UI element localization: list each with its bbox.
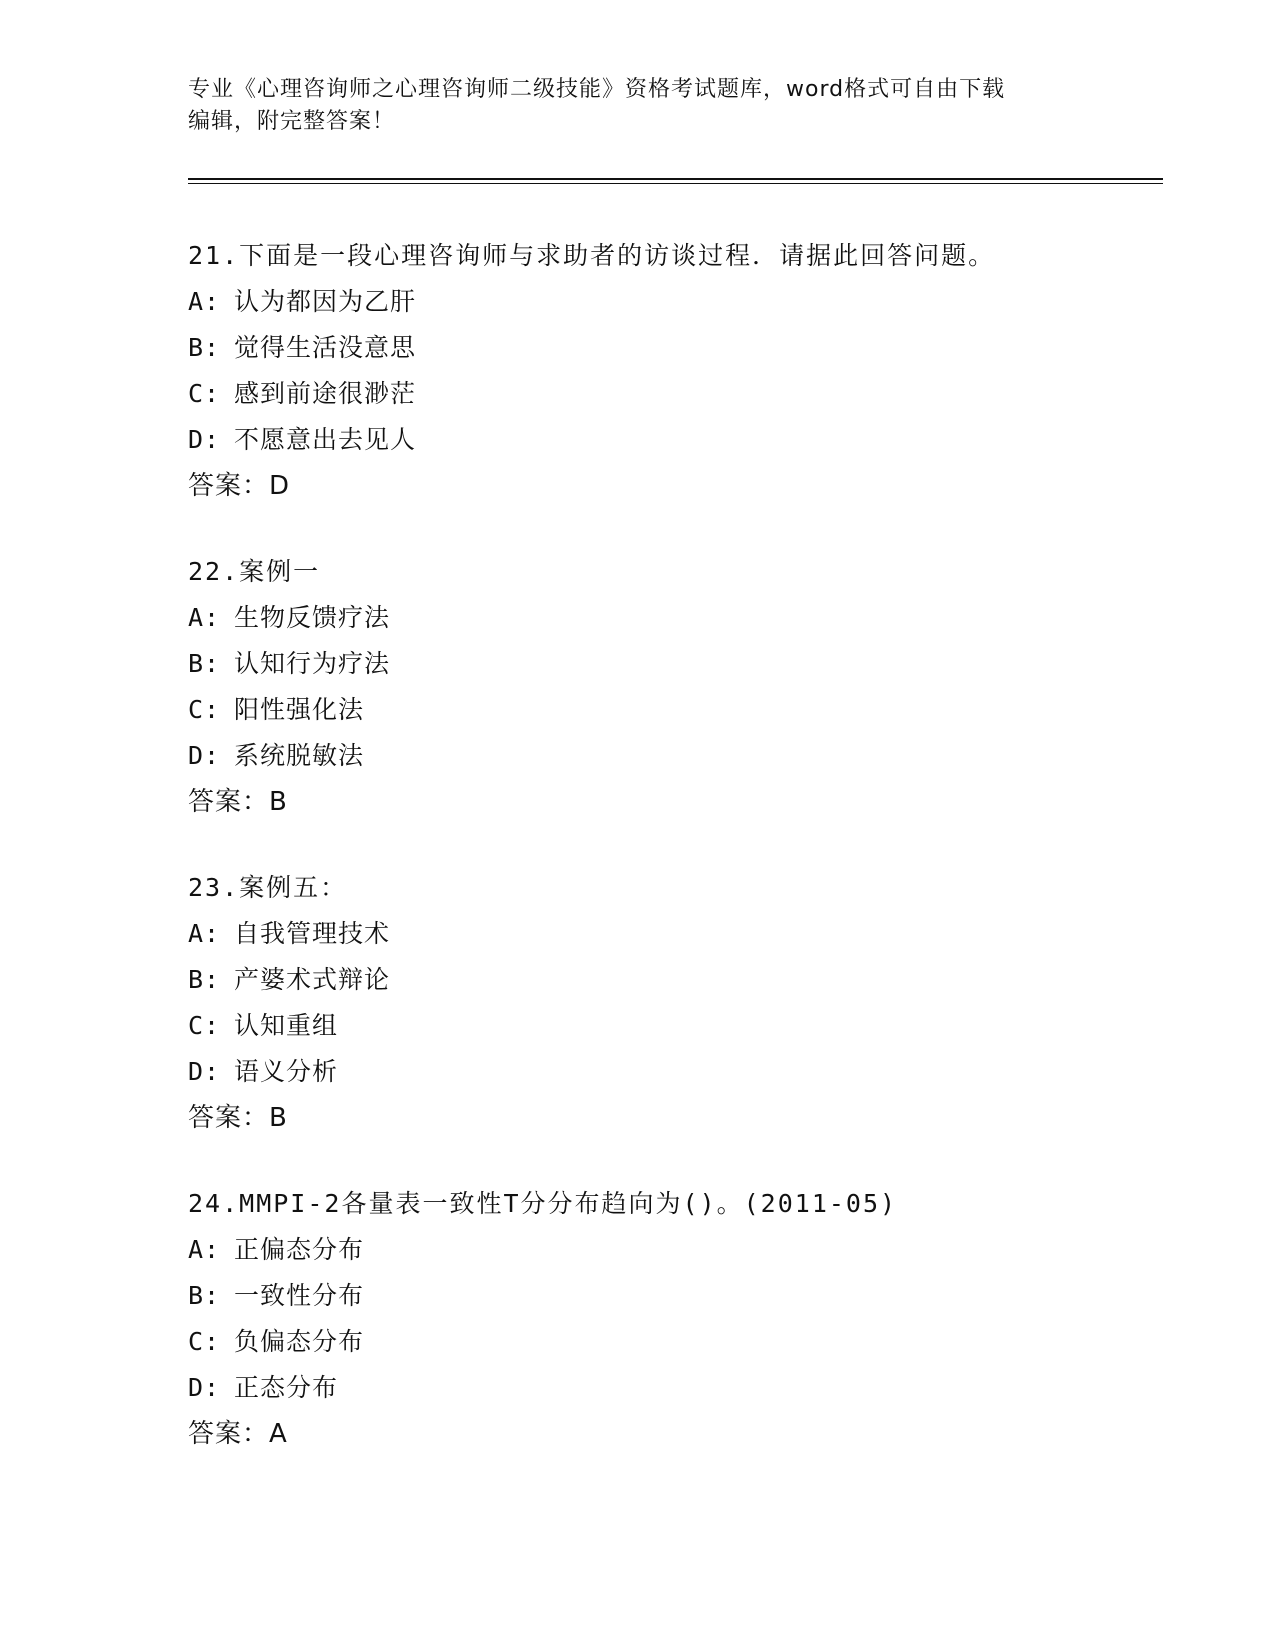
option-text: 自我管理技术 xyxy=(234,919,391,948)
question-24 xyxy=(188,1181,1148,1457)
option-label: A: xyxy=(188,603,221,632)
option-c xyxy=(188,1003,1148,1049)
option-text: 负偏态分布 xyxy=(234,1327,365,1356)
option-label: D: xyxy=(188,1057,221,1086)
option-label: A: xyxy=(188,1235,221,1264)
header-divider-thick xyxy=(188,178,1163,180)
option-d xyxy=(188,733,1148,779)
question-stem: 22.案例一 xyxy=(188,557,321,586)
option-b xyxy=(188,1273,1148,1319)
option-text: 正态分布 xyxy=(234,1373,339,1402)
option-c xyxy=(188,1319,1148,1365)
question-stem: 24.MMPI-2各量表一致性T分分布趋向为()。(2011-05) xyxy=(188,1189,898,1218)
header-divider-thin xyxy=(188,183,1163,184)
question-22 xyxy=(188,549,1148,825)
answer-line: 答案：A xyxy=(188,1419,288,1449)
option-label: C: xyxy=(188,1011,221,1040)
option-d xyxy=(188,1049,1148,1095)
option-label: A: xyxy=(188,919,221,948)
option-b xyxy=(188,957,1148,1003)
option-a xyxy=(188,279,1148,325)
option-c xyxy=(188,687,1148,733)
option-label: A: xyxy=(188,287,221,316)
answer-line: 答案：D xyxy=(188,471,291,501)
option-text: 认为都因为乙肝 xyxy=(234,287,417,316)
option-text: 感到前途很渺茫 xyxy=(234,379,417,408)
option-d xyxy=(188,417,1148,463)
question-stem: 21.下面是一段心理咨询师与求助者的访谈过程．请据此回答问题。 xyxy=(188,241,996,270)
option-label: C: xyxy=(188,695,221,724)
option-text: 认知行为疗法 xyxy=(234,649,391,678)
header-line-2: 编辑，附完整答案！ xyxy=(188,109,396,134)
document-header xyxy=(188,74,1088,138)
option-text: 认知重组 xyxy=(234,1011,339,1040)
option-text: 不愿意出去见人 xyxy=(234,425,417,454)
option-label: B: xyxy=(188,333,221,362)
option-text: 阳性强化法 xyxy=(234,695,365,724)
header-line-1: 专业《心理咨询师之心理咨询师二级技能》资格考试题库，word格式可自由下载 xyxy=(188,77,1006,102)
answer-line: 答案：B xyxy=(188,787,288,817)
option-label: B: xyxy=(188,965,221,994)
option-text: 觉得生活没意思 xyxy=(234,333,417,362)
option-text: 生物反馈疗法 xyxy=(234,603,391,632)
option-text: 系统脱敏法 xyxy=(234,741,365,770)
option-label: D: xyxy=(188,425,221,454)
option-label: C: xyxy=(188,1327,221,1356)
option-label: D: xyxy=(188,1373,221,1402)
option-a xyxy=(188,1227,1148,1273)
option-text: 语义分析 xyxy=(234,1057,339,1086)
option-text: 一致性分布 xyxy=(234,1281,365,1310)
question-21 xyxy=(188,233,1148,509)
option-c xyxy=(188,371,1148,417)
option-a xyxy=(188,911,1148,957)
option-text: 产婆术式辩论 xyxy=(234,965,391,994)
option-label: B: xyxy=(188,1281,221,1310)
option-text: 正偏态分布 xyxy=(234,1235,365,1264)
question-23 xyxy=(188,865,1148,1141)
option-d xyxy=(188,1365,1148,1411)
option-b xyxy=(188,641,1148,687)
option-label: C: xyxy=(188,379,221,408)
question-stem: 23.案例五： xyxy=(188,873,348,902)
option-label: B: xyxy=(188,649,221,678)
option-b xyxy=(188,325,1148,371)
answer-line: 答案：B xyxy=(188,1103,288,1133)
option-a xyxy=(188,595,1148,641)
option-label: D: xyxy=(188,741,221,770)
